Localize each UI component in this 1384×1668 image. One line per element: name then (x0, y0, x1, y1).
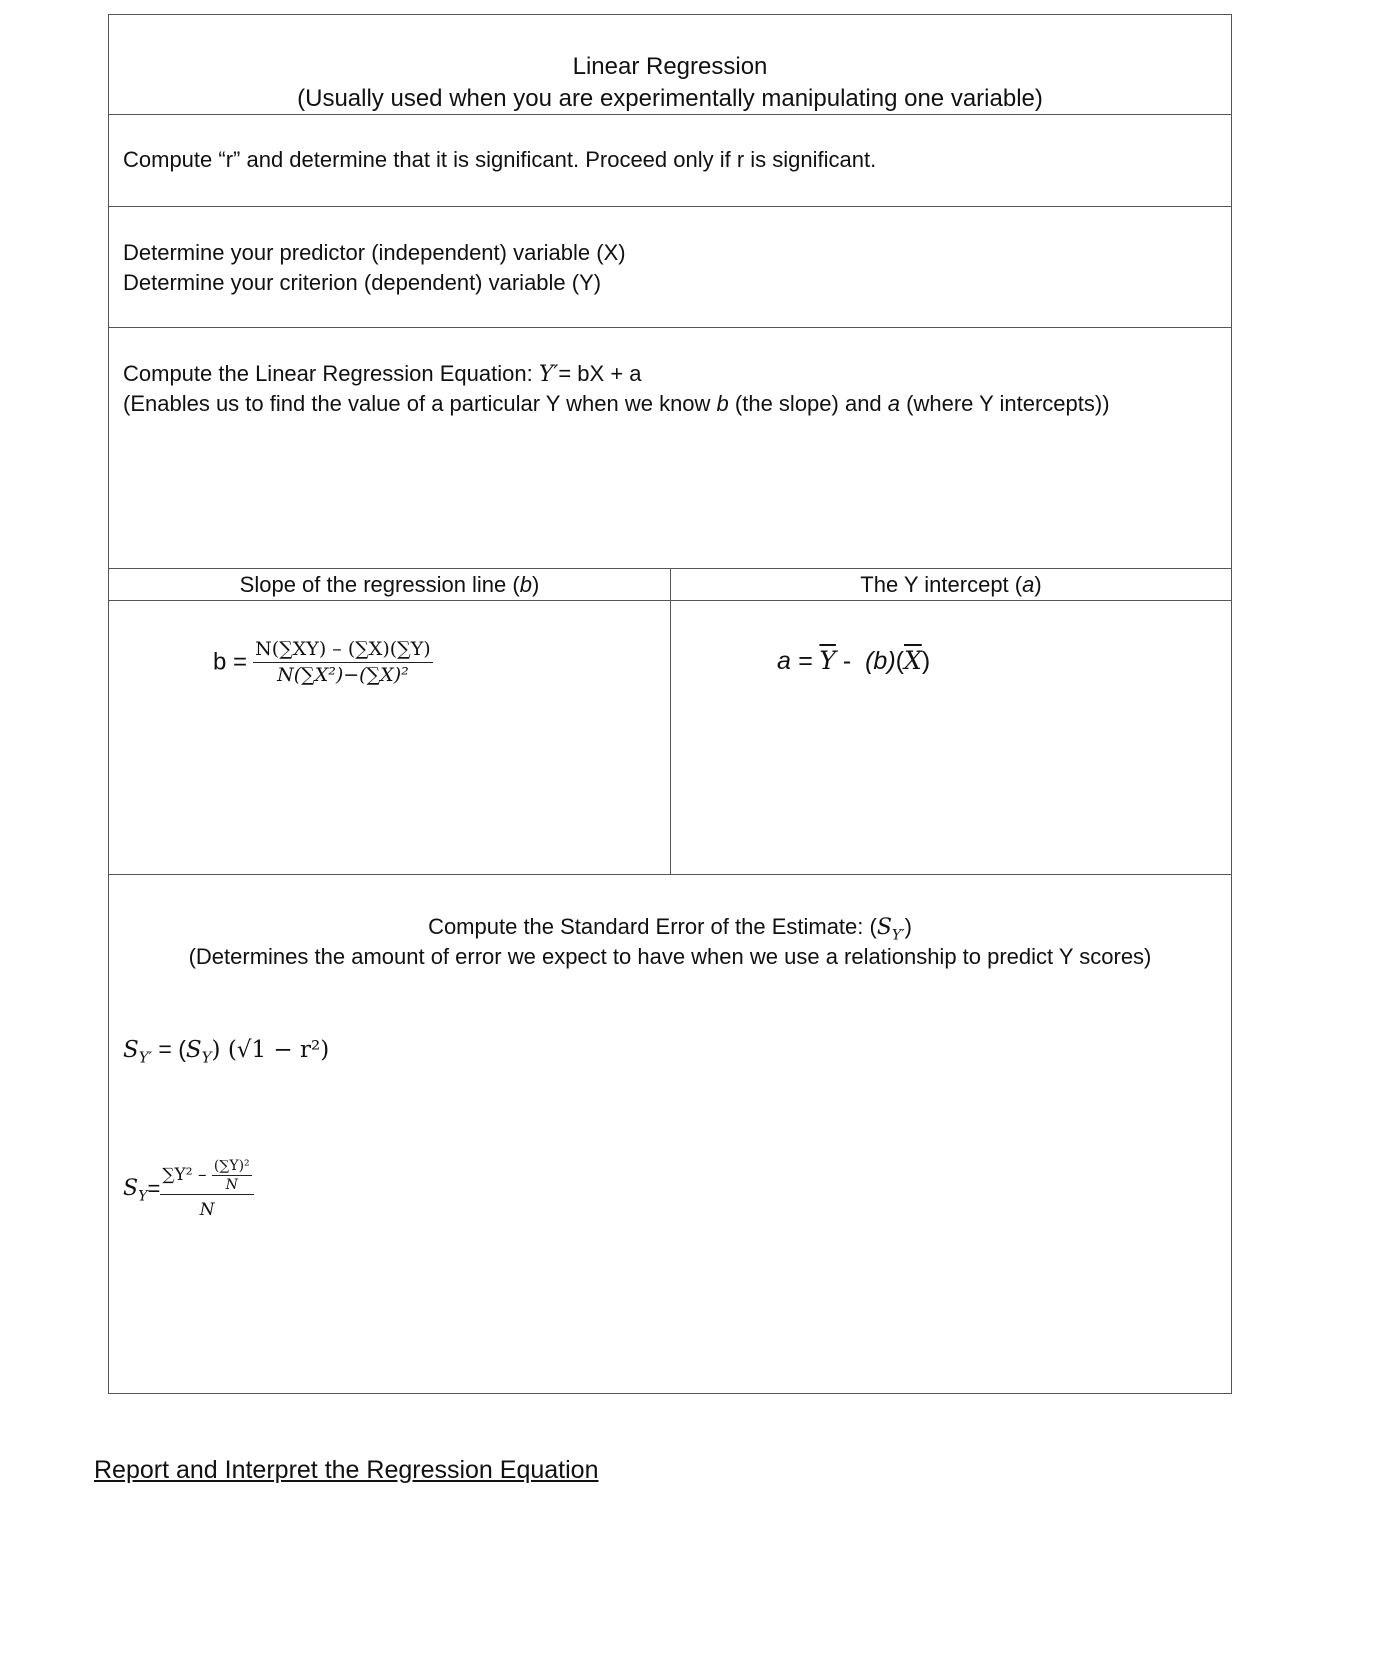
sy-prime-sub: Y′ (138, 1048, 153, 1067)
explanation-part-1: (Enables us to find the value of a particular Y when we know (123, 391, 717, 416)
worksheet-table (108, 14, 1232, 1394)
criterion-variable-text: Determine your criterion (dependent) variable (Y) (123, 270, 602, 295)
standard-error-subtitle: (Determines the amount of error we expect to have when we use a relationship to predict Y scores) (188, 944, 1152, 969)
standard-error-row (109, 875, 1231, 1393)
sy-denominator: N (199, 1200, 215, 1221)
slope-intercept-heading-row (109, 569, 1231, 601)
standard-deviation-y-formula (123, 1157, 254, 1221)
sum-y-squared: ∑Y² – (162, 1165, 207, 1186)
regression-equation-label: Compute the Linear Regression Equation: (123, 361, 539, 386)
equation-rest: = bX + a (558, 361, 642, 386)
sy-fraction (160, 1157, 253, 1221)
sy-prime-symbol: S (123, 1037, 139, 1063)
standard-error-symbol-sub: Y′ (891, 927, 905, 944)
explanation-b: b (716, 391, 729, 416)
header-row (109, 15, 1231, 115)
page-subtitle: (Usually used when you are experimentally manipulating one variable) (297, 85, 1043, 112)
explanation-a: a (887, 391, 901, 416)
explanation-part-2: (the slope) and (728, 391, 888, 416)
sy-numerator (160, 1157, 253, 1195)
intercept-lhs: a = (777, 647, 813, 675)
sy-lhs-symbol: S (123, 1176, 139, 1202)
column-divider (670, 601, 671, 874)
intercept-y-bar: $\overline{Y}$ (819, 646, 836, 675)
slope-intercept-formula-row (109, 601, 1231, 875)
explanation-part-3: (where Y intercepts)) (900, 391, 1110, 416)
slope-heading (109, 571, 670, 600)
step-variables-row (109, 207, 1231, 328)
sy-equals: = (147, 1175, 161, 1201)
sy-symbol: S (185, 1037, 202, 1063)
standard-error-symbol: S (876, 915, 892, 940)
intercept-heading-text: The Y intercept ( (860, 572, 1023, 597)
slope-fraction (253, 637, 433, 687)
standard-error-equation (123, 1035, 329, 1068)
intercept-b-term: (b) (865, 647, 896, 675)
intercept-formula: $a = \overline{Y} - (b)(\overline{X})$ (777, 646, 931, 675)
equation-y-prime: Y′ (538, 362, 559, 387)
standard-error-title-text: Compute the Standard Error of the Estimate: ( (428, 914, 877, 939)
inner-denominator: N (225, 1177, 238, 1194)
sqrt-term: ) (√1 − r²) (211, 1037, 330, 1063)
equation-equals: = ( (152, 1036, 186, 1062)
slope-lhs: b = (213, 648, 248, 676)
intercept-heading-var: a (1022, 572, 1035, 597)
intercept-minus: - (842, 647, 852, 675)
page-title: Linear Regression (572, 53, 768, 80)
standard-error-title (109, 913, 1231, 945)
report-interpret-heading: Report and Interpret the Regression Equation (94, 1456, 599, 1484)
sy-lhs-sub: Y (138, 1188, 148, 1205)
regression-equation-line (123, 360, 642, 390)
slope-heading-var: b (519, 572, 532, 597)
predictor-variable-text: Determine your predictor (independent) variable (X) (123, 240, 626, 265)
sy-sub: Y (201, 1048, 212, 1067)
slope-heading-text: Slope of the regression line ( (239, 572, 520, 597)
slope-denominator: N(∑X²)−(∑X)² (277, 663, 409, 686)
slope-numerator: N(∑XY) – (∑X)(∑Y) (253, 637, 433, 663)
intercept-heading-close: ) (1034, 572, 1042, 597)
intercept-heading (671, 571, 1231, 600)
step-regression-equation-row (109, 328, 1231, 569)
standard-error-title-close: ) (904, 914, 912, 939)
inner-fraction (212, 1157, 252, 1194)
slope-heading-close: ) (531, 572, 540, 597)
regression-explanation-line (123, 390, 1110, 419)
intercept-x-bar: $\overline{X}$ (904, 646, 922, 675)
slope-formula (213, 637, 433, 687)
inner-numerator: (∑Y)² (212, 1157, 252, 1176)
step-compute-r-row (109, 115, 1231, 207)
step-compute-r-text: Compute “r” and determine that it is significant. Proceed only if r is significant. (123, 147, 877, 172)
